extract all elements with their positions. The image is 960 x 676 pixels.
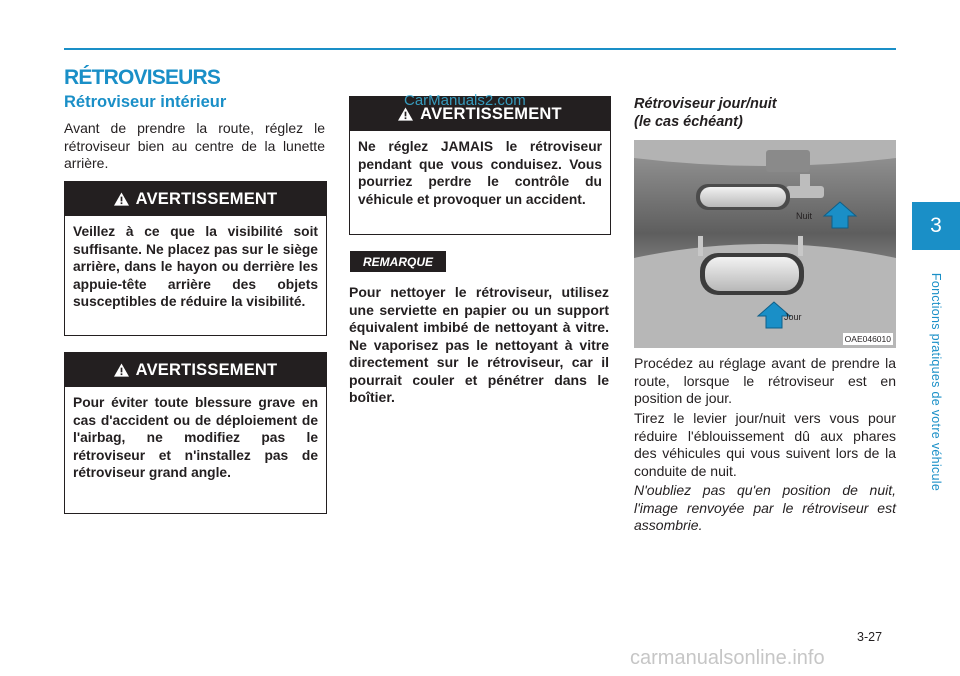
daynight-heading xyxy=(634,95,777,131)
remarque-text: Pour nettoyer le rétroviseur, utilisez une serviette en papier ou un support équivalent imbibé de nettoyant à vitre. Ne vaporisez pas le nettoyant à vitre directement sur le rétroviseur, car il pourrait couler et pénétrer dans le boîtier. xyxy=(349,284,609,405)
warning-label: AVERTISSEMENT xyxy=(135,189,278,208)
warning-box-airbag xyxy=(64,352,327,514)
paragraph-night-lever: Tirez le levier jour/nuit vers vous pour réduire l'éblouissement dû aux phares des véhicules qui vous suivent lors de la conduite de nuit. xyxy=(634,410,896,479)
warning-text: Pour éviter toute blessure grave en cas d'accident ou de déploiement de l'airbag, ne modifiez pas le rétroviseur et n'installez pas de rétroviseur grand angle. xyxy=(73,395,318,480)
warning-triangle-icon xyxy=(114,192,129,206)
warning-label: AVERTISSEMENT xyxy=(135,360,278,379)
warning-triangle-icon xyxy=(398,107,413,121)
page-number: 3-27 xyxy=(857,630,883,644)
watermark-bottom: carmanualsonline.info xyxy=(630,647,825,669)
warning-box-driving xyxy=(349,96,611,235)
intro-text: Avant de prendre la route, réglez le rétroviseur bien au centre de la lunette arrière. xyxy=(64,120,325,171)
remarque-badge: REMARQUE xyxy=(350,251,446,272)
warning-triangle-icon xyxy=(114,363,129,377)
paragraph-night-note: N'oubliez pas qu'en position de nuit, l'image renvoyée par le rétroviseur est assombrie. xyxy=(634,482,896,533)
subheading: Rétroviseur intérieur xyxy=(64,93,227,111)
figure-code: OAE046010 xyxy=(844,334,891,344)
top-rule xyxy=(64,48,896,50)
warning-label: AVERTISSEMENT xyxy=(420,104,562,123)
warning-header xyxy=(65,182,326,216)
chapter-tab: 3 xyxy=(912,202,960,250)
mirror-illustration xyxy=(634,140,896,348)
paragraph-day-position: Procédez au réglage avant de prendre la route, lorsque le rétroviseur est en position de jour. xyxy=(634,355,896,406)
label-day: Jour xyxy=(784,312,802,322)
warning-box-visibility xyxy=(64,181,327,336)
warning-text: Veillez à ce que la visibilité soit suffisante. Ne placez pas sur le siège arrière, dans le hayon ou derrière les appuie-tête arrière des objets susceptibles de réduire la visibilité. xyxy=(73,224,318,309)
daynight-heading-line1: Rétroviseur jour/nuit xyxy=(634,96,777,112)
mirror-drawing xyxy=(634,140,896,348)
label-night: Nuit xyxy=(796,211,813,221)
watermark-top: CarManuals2.com xyxy=(404,92,526,109)
warning-header xyxy=(65,353,326,387)
section-title: RÉTROVISEURS xyxy=(64,66,221,89)
chapter-label: Fonctions pratiques de votre véhicule xyxy=(929,272,943,492)
warning-text: Ne réglez JAMAIS le rétroviseur pendant que vous conduisez. Vous pourriez perdre le contrôle du véhicule et provoquer un accident. xyxy=(358,139,602,207)
daynight-heading-line2: (le cas échéant) xyxy=(634,114,743,130)
